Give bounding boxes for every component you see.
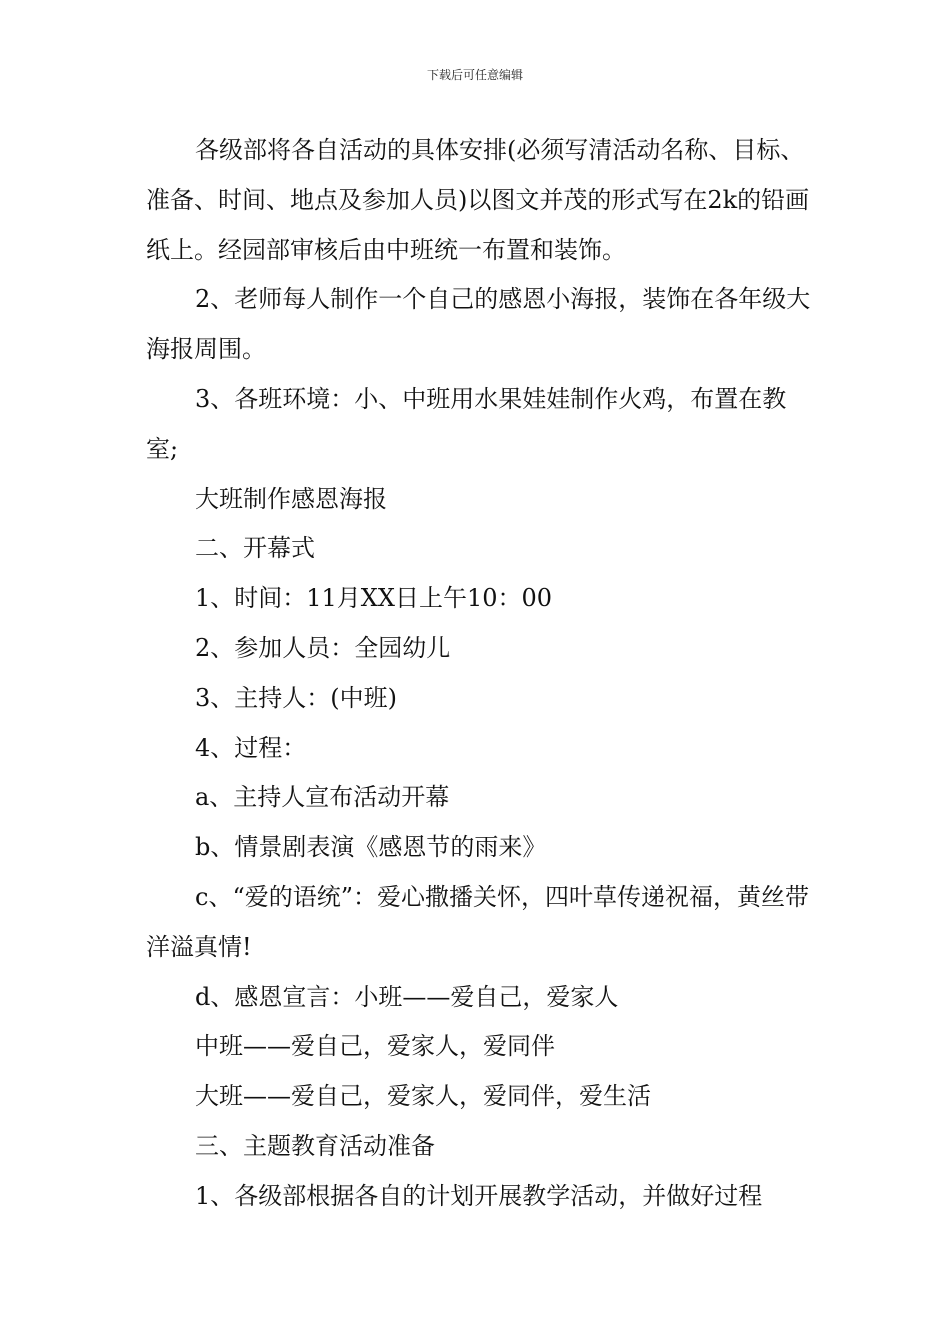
paragraph: c、“爱的语统”：爱心撒播关怀，四叶草传递祝福，黄丝带洋溢真情! — [146, 882, 809, 961]
document-body — [146, 126, 811, 1222]
paragraph: a、主持人宣布活动开幕 — [195, 783, 450, 812]
section-heading: 三、主题教育活动准备 — [195, 1131, 435, 1160]
paragraph: 2、参加人员：全园幼儿 — [195, 633, 451, 662]
paragraph: 4、过程： — [195, 733, 307, 762]
paragraph: 大班制作感恩海报 — [195, 484, 387, 513]
paragraph: 1、各级部根据各自的计划开展教学活动，并做好过程 — [195, 1181, 763, 1210]
paragraph: 3、各班环境：小、中班用水果娃娃制作火鸡，布置在教室; — [146, 384, 787, 463]
paragraph: 中班——爱自己，爱家人，爱同伴 — [195, 1032, 555, 1061]
section-heading: 二、开幕式 — [195, 534, 315, 563]
paragraph: 各级部将各自活动的具体安排(必须写清活动名称、目标、准备、时间、地点及参加人员)以图文并茂的形式写在2k的铅画纸上。经园部审核后由中班统一布置和装饰。 — [146, 136, 810, 264]
paragraph: 3、主持人：(中班) — [195, 683, 397, 712]
page-header: 下载后可任意编辑 — [426, 68, 523, 82]
paragraph: b、情景剧表演《感恩节的雨来》 — [195, 833, 547, 862]
paragraph: 大班——爱自己，爱家人，爱同伴，爱生活 — [195, 1082, 651, 1111]
paragraph: 2、老师每人制作一个自己的感恩小海报，装饰在各年级大海报周围。 — [146, 285, 811, 364]
paragraph: d、感恩宣言：小班——爱自己，爱家人 — [195, 982, 619, 1011]
paragraph: 1、时间：11月XX日上午10：00 — [195, 584, 553, 613]
